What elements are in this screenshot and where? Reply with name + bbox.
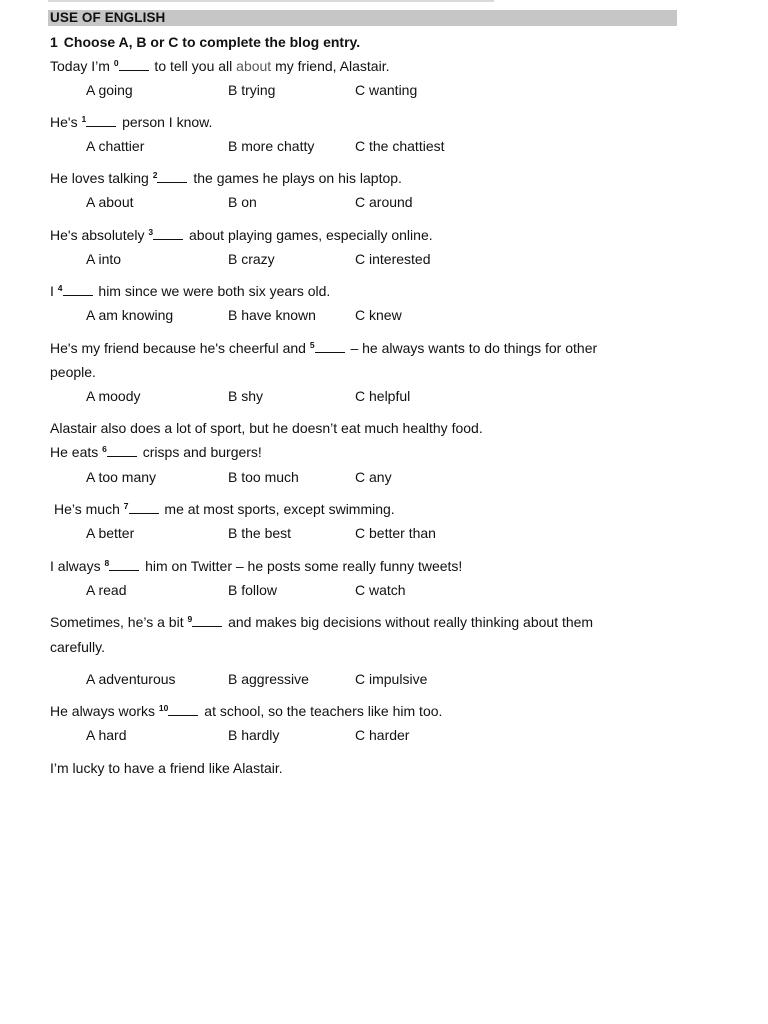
question-1-option-a[interactable]: A chattier: [86, 138, 145, 154]
question-10-sentence: He always works $^{10}$ at school, so the teachers like him too.: [50, 703, 443, 719]
gap-number: 9: [187, 614, 193, 624]
gap-number: 0: [113, 58, 119, 68]
exercise-instruction-text: Choose A, B or C to complete the blog entry.: [63, 34, 361, 50]
exercise-number: 1: [50, 34, 58, 50]
gap-number: 3: [148, 227, 154, 237]
question-1-option-c[interactable]: C the chattiest: [355, 138, 445, 154]
gap-blank: [63, 283, 93, 296]
question-5-sentence-continued: people.: [50, 364, 96, 380]
question-6-option-b[interactable]: B too much: [228, 469, 299, 485]
question-2-option-b[interactable]: B on: [228, 194, 257, 210]
gap-blank: [107, 444, 137, 457]
question-5-option-a[interactable]: A moody: [86, 388, 141, 404]
question-9-option-c[interactable]: C impulsive: [355, 671, 428, 687]
gap-blank: [86, 114, 116, 127]
question-9-sentence: Sometimes, he’s a bit $^9$ and makes big decisions without really thinking about them: [50, 614, 594, 630]
question-1-sentence: He's $^1$ person I know.: [50, 114, 213, 130]
gap-blank: [153, 227, 183, 240]
gap-blank: [192, 614, 222, 627]
question-4-option-a[interactable]: A am knowing: [86, 307, 174, 323]
question-5-option-b[interactable]: B shy: [228, 388, 264, 404]
question-8-option-a[interactable]: A read: [86, 582, 127, 598]
gap-number: 7: [123, 501, 129, 511]
gap-number: 2: [152, 170, 158, 180]
gap-blank: [109, 558, 139, 571]
gap-blank: [157, 170, 187, 183]
gap-number: 5: [309, 340, 315, 350]
gap-number: 6: [102, 444, 107, 454]
question-9-sentence-continued: carefully.: [50, 639, 105, 655]
gap-blank: [119, 58, 149, 71]
question-3-option-c[interactable]: C interested: [355, 251, 431, 267]
blog-paragraph-sport: Alastair also does a lot of sport, but he doesn’t eat much healthy food.: [50, 420, 483, 436]
question-10-option-c[interactable]: C harder: [355, 727, 410, 743]
gap-blank: [129, 501, 159, 514]
question-0-option-b[interactable]: B trying: [228, 82, 276, 98]
question-7-option-a[interactable]: A better: [86, 525, 135, 541]
question-4-option-c[interactable]: C knew: [355, 307, 402, 323]
gap-number: 8: [104, 558, 110, 568]
question-6-sentence: He eats $^6$ crisps and burgers!: [50, 444, 262, 460]
question-0-sentence: Today I’m $^0$ to tell you all about my friend, Alastair.: [50, 58, 390, 74]
question-8-sentence: I always $^8$ him on Twitter – he posts some really funny tweets!: [50, 558, 463, 574]
section-header: [48, 10, 677, 26]
gap-blank: [315, 340, 345, 353]
question-9-option-b[interactable]: B aggressive: [228, 671, 309, 687]
top-rule: [48, 0, 494, 2]
question-2-sentence: He loves talking $^2$ the games he plays on his laptop.: [50, 170, 402, 186]
gap-blank: [168, 703, 198, 716]
question-8-option-b[interactable]: B follow: [228, 582, 278, 598]
question-7-option-c[interactable]: C better than: [355, 525, 436, 541]
question-5-sentence: He's my friend because he's cheerful and $^5$ – he always wants to do things for other: [50, 340, 598, 356]
gap-number: 4: [57, 283, 63, 293]
question-5-option-c[interactable]: C helpful: [355, 388, 411, 404]
question-10-option-b[interactable]: B hardly: [228, 727, 280, 743]
question-2-option-c[interactable]: C around: [355, 194, 413, 210]
question-6-option-c[interactable]: C any: [355, 469, 392, 485]
exercise-instruction: [50, 33, 360, 51]
question-8-option-c[interactable]: C watch: [355, 582, 406, 598]
question-0-option-c[interactable]: C wanting: [355, 82, 418, 98]
question-3-sentence: He's absolutely $^3$ about playing games, especially online.: [50, 227, 433, 243]
question-10-option-a[interactable]: A hard: [86, 727, 127, 743]
question-0-option-a[interactable]: A going: [86, 82, 133, 98]
question-3-option-b[interactable]: B crazy: [228, 251, 275, 267]
gap-number: 10: [158, 703, 169, 713]
question-1-option-b[interactable]: B more chatty: [228, 138, 315, 154]
question-6-option-a[interactable]: A too many: [86, 469, 157, 485]
question-4-option-b[interactable]: B have known: [228, 307, 316, 323]
question-3-option-a[interactable]: A into: [86, 251, 122, 267]
gap-number: 1: [81, 114, 87, 124]
question-4-sentence: I $^4$ him since we were both six years old.: [50, 283, 331, 299]
blog-closing-line: I’m lucky to have a friend like Alastair.: [50, 760, 283, 776]
section-title: USE OF ENGLISH: [50, 10, 166, 25]
question-7-sentence: He’s much $^7$ me at most sports, except swimming.: [54, 501, 395, 517]
question-7-option-b[interactable]: B the best: [228, 525, 292, 541]
question-2-option-a[interactable]: A about: [86, 194, 134, 210]
question-9-option-a[interactable]: A adventurous: [86, 671, 176, 687]
